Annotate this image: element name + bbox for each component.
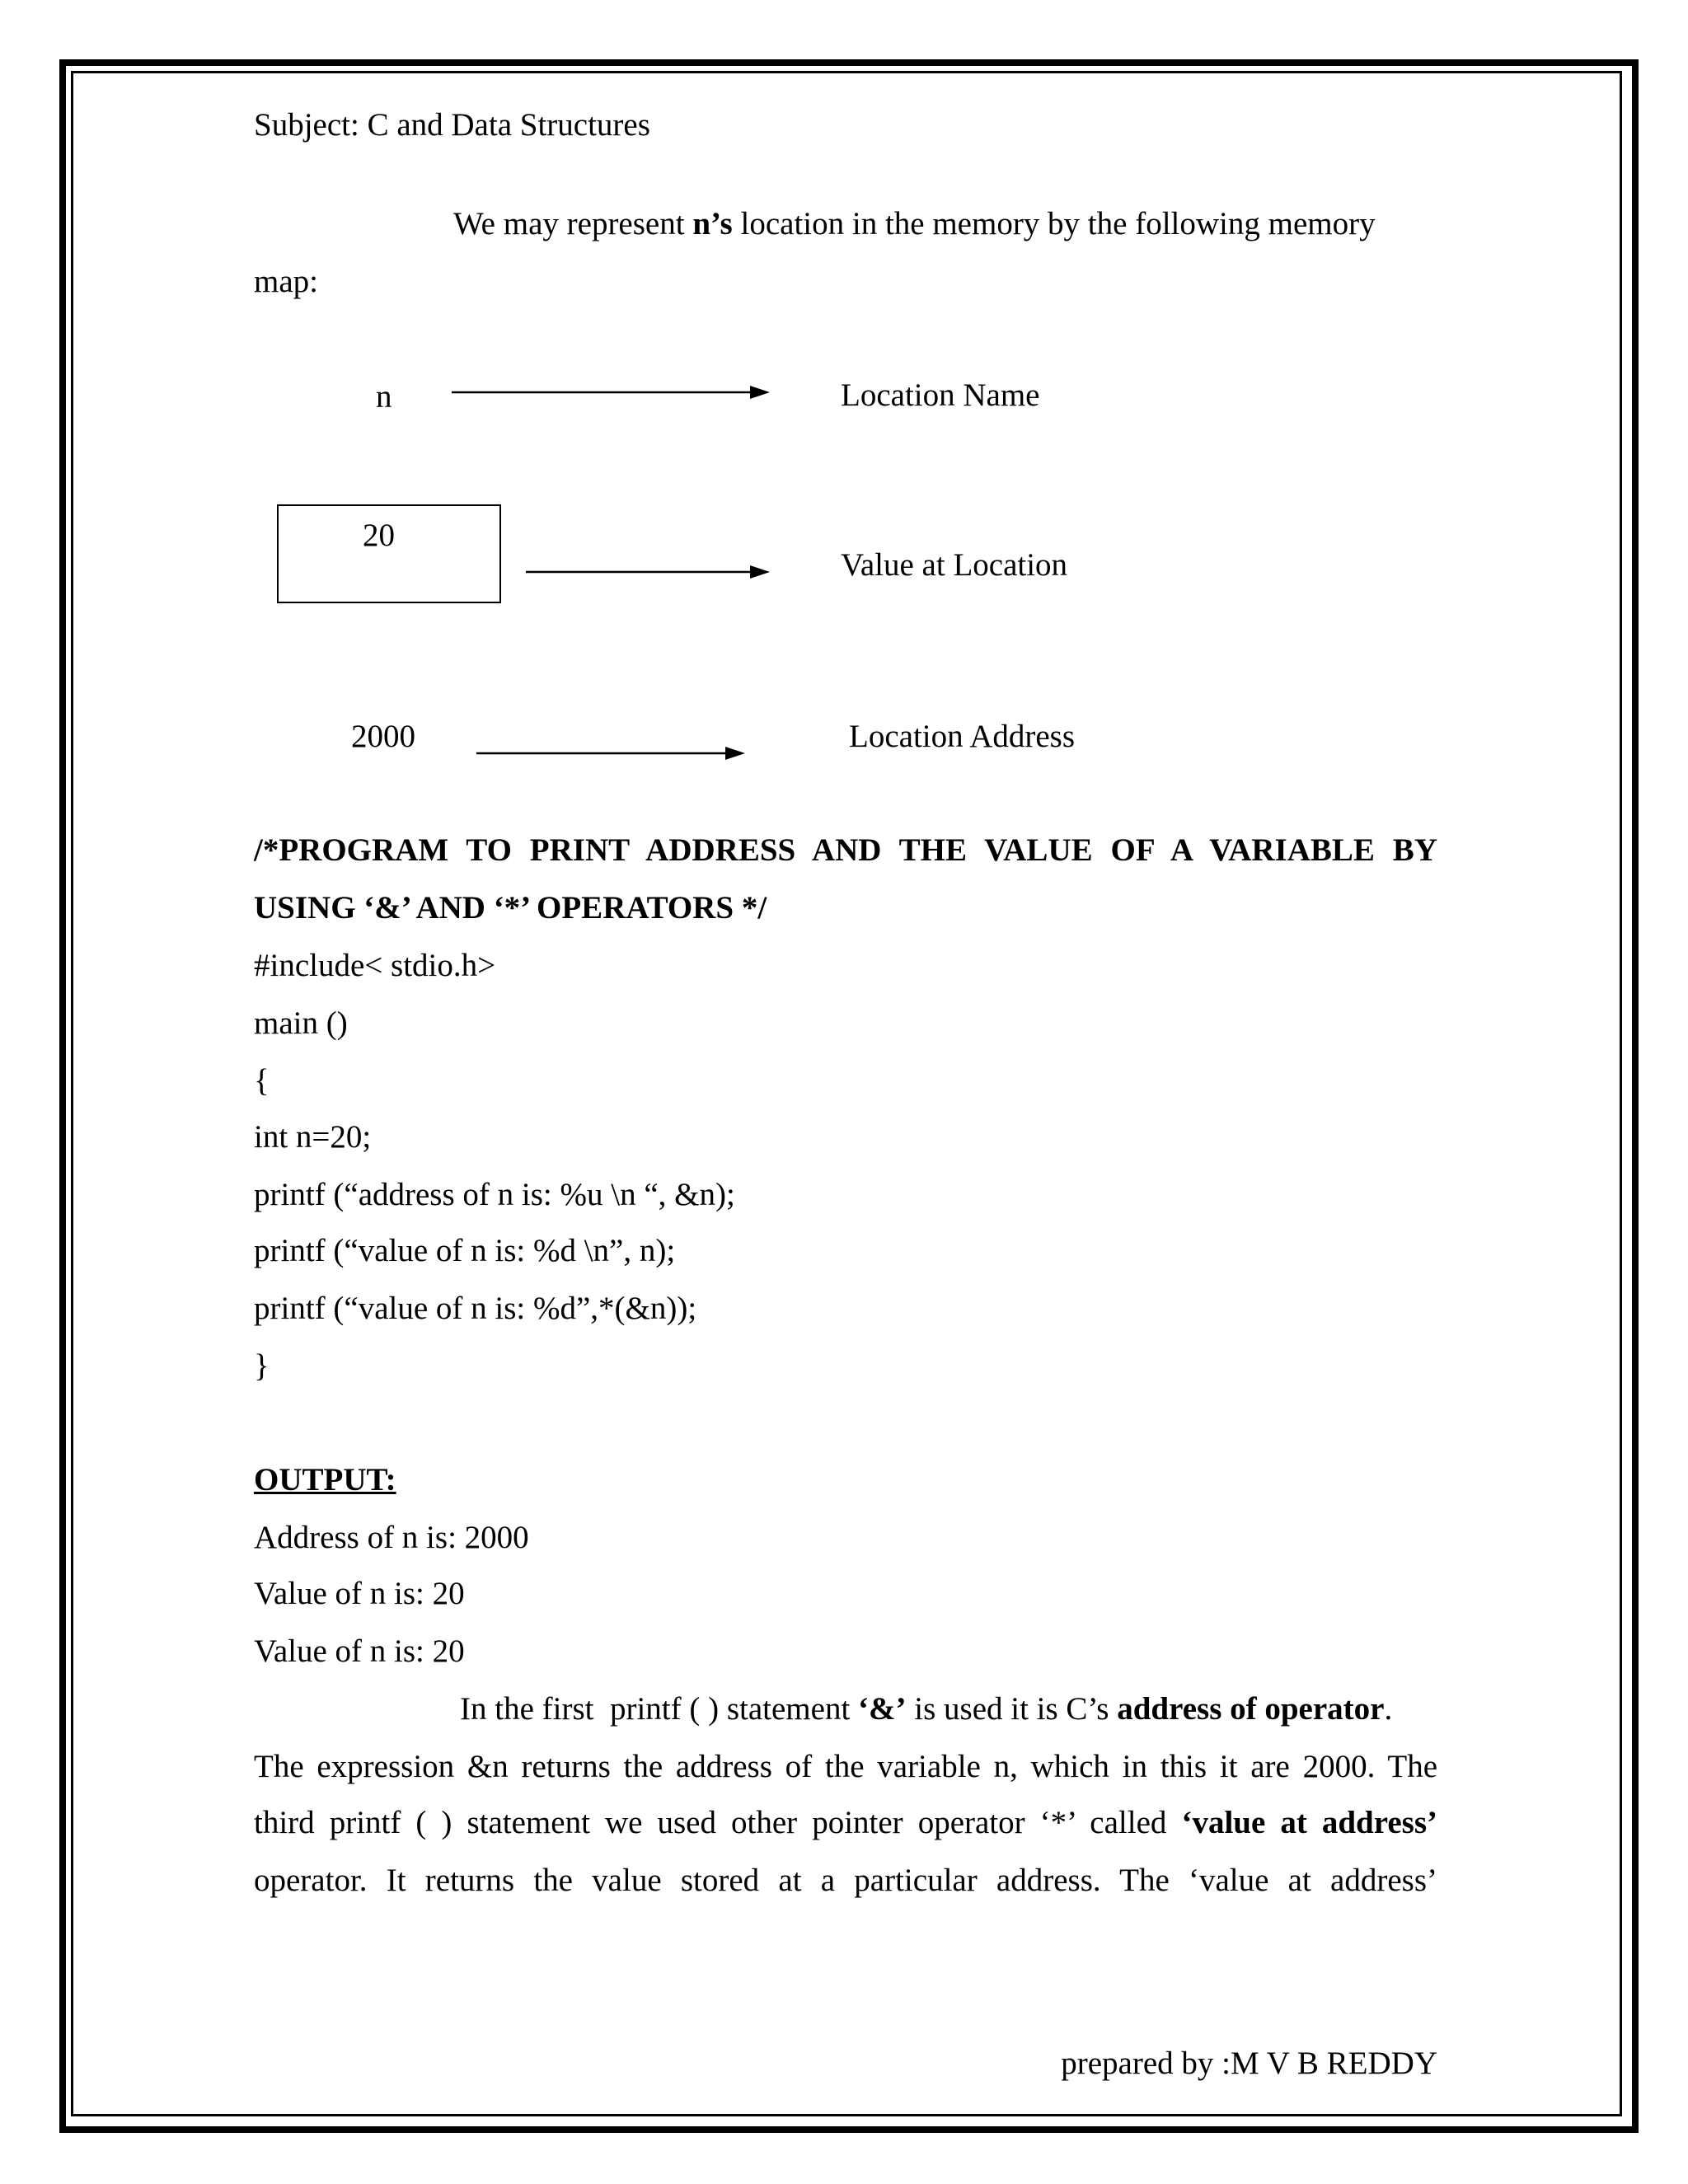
- output-line: Value of n is: 20: [254, 1576, 465, 1611]
- memory-map-value: 20: [363, 518, 395, 553]
- intro-bold-n: n’s: [692, 206, 733, 241]
- code-line: printf (“value of n is: %d \n”, n);: [254, 1233, 676, 1268]
- intro-line-2: map:: [254, 264, 318, 299]
- explanation-text: In the first printf ( ) statement: [460, 1691, 859, 1727]
- program-heading-line-2: USING ‘&’ AND ‘*’ OPERATORS */: [254, 890, 767, 926]
- code-line: main (): [254, 1005, 348, 1041]
- code-line: printf (“address of n is: %u \n “, &n);: [254, 1177, 735, 1212]
- explanation-line-1: [460, 1693, 1392, 1725]
- intro-text-b: location in the memory by the following memory: [732, 206, 1376, 241]
- memory-map-name-label: Location Name: [841, 377, 1040, 413]
- explanation-value-at-address: ‘value at address’: [1181, 1805, 1437, 1840]
- explanation-ampersand: ‘&’: [858, 1691, 907, 1727]
- memory-map-address-label: Location Address: [849, 719, 1076, 754]
- program-heading-line-1: /*PROGRAM TO PRINT ADDRESS AND THE VALUE OF A VARIABLE BY: [254, 832, 1437, 868]
- explanation-text: .: [1384, 1691, 1393, 1727]
- code-line: {: [254, 1063, 270, 1099]
- output-line: Value of n is: 20: [254, 1633, 465, 1669]
- memory-map-address: 2000: [351, 719, 415, 754]
- code-line: }: [254, 1348, 270, 1384]
- subject-header: Subject: C and Data Structures: [254, 107, 650, 143]
- explanation-line-2: The expression &n returns the address of the variable n, which in this it are 2000. The: [254, 1749, 1437, 1784]
- output-line: Address of n is: 2000: [254, 1520, 529, 1555]
- explanation-line-3: [254, 1807, 1437, 1839]
- intro-line-1: [453, 208, 1376, 240]
- memory-map-value-label: Value at Location: [841, 547, 1068, 583]
- explanation-line-4: operator. It returns the value stored at a particular address. The ‘value at address’: [254, 1863, 1437, 1898]
- intro-text-a: We may represent: [453, 206, 693, 241]
- memory-map-name-symbol: n: [376, 379, 392, 415]
- code-line: printf (“value of n is: %d”,*(&n));: [254, 1291, 697, 1326]
- explanation-text: third printf ( ) statement we used other pointer operator ‘*’ called: [254, 1805, 1182, 1840]
- prepared-by-footer: prepared by :M V B REDDY: [1061, 2046, 1437, 2081]
- code-line: #include< stdio.h>: [254, 948, 496, 983]
- explanation-text: is used it is C’s: [906, 1691, 1118, 1727]
- code-line: int n=20;: [254, 1119, 372, 1155]
- explanation-address-of-operator: address of operator: [1117, 1691, 1385, 1727]
- output-heading: OUTPUT:: [254, 1462, 396, 1497]
